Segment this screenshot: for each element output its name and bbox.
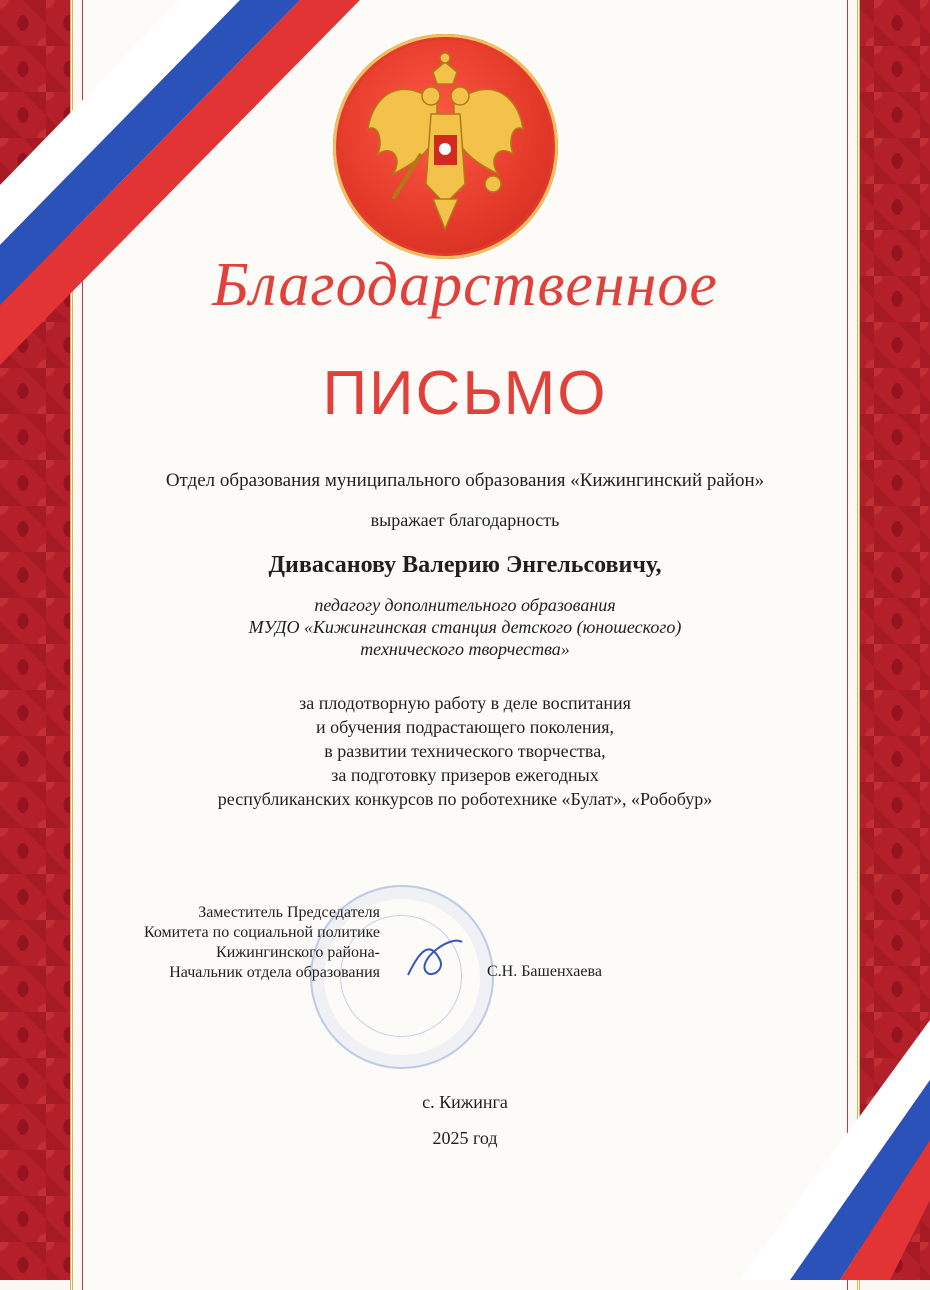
reason-line: за подготовку призеров ежегодных xyxy=(331,765,599,785)
coat-of-arms-emblem xyxy=(333,34,558,259)
signatory-title xyxy=(110,903,380,983)
recipient-name: Дивасанову Валерию Энгельсовичу, xyxy=(268,552,662,578)
signatory-title-line: Кижингинского района- xyxy=(216,944,380,961)
reason-line: республиканских конкурсов по роботехнике «Булат», «Робобур» xyxy=(217,789,713,809)
signatory-name: С.Н. Башенхаева xyxy=(487,963,602,980)
year: 2025 год xyxy=(432,1128,498,1148)
position-line: МУДО «Кижингинская станция детского (юношеского) xyxy=(248,617,682,637)
signatory-title-line: Начальник отдела образования xyxy=(169,964,380,981)
reason-line: в развитии технического творчества, xyxy=(324,741,606,761)
place: с. Кижинга xyxy=(422,1092,508,1112)
title-line-2: ПИСЬМО xyxy=(322,359,608,428)
issuing-organization: Отдел образования муниципального образования «Кижингинский район» xyxy=(165,470,765,491)
position-line: педагогу дополнительного образования xyxy=(314,595,616,615)
handwritten-signature xyxy=(400,930,470,990)
signatory-title-line: Заместитель Председателя xyxy=(198,904,380,921)
signatory-title-line: Комитета по социальной политике xyxy=(143,924,380,941)
position-line: технического творчества» xyxy=(360,639,570,659)
gratitude-reason xyxy=(0,691,930,811)
title-line-1: Благодарственное xyxy=(212,251,718,319)
recipient-position xyxy=(0,594,930,660)
expresses-gratitude: выражает благодарность xyxy=(370,510,560,530)
reason-line: и обучения подрастающего поколения, xyxy=(316,717,614,737)
reason-line: за плодотворную работу в деле воспитания xyxy=(299,693,631,713)
